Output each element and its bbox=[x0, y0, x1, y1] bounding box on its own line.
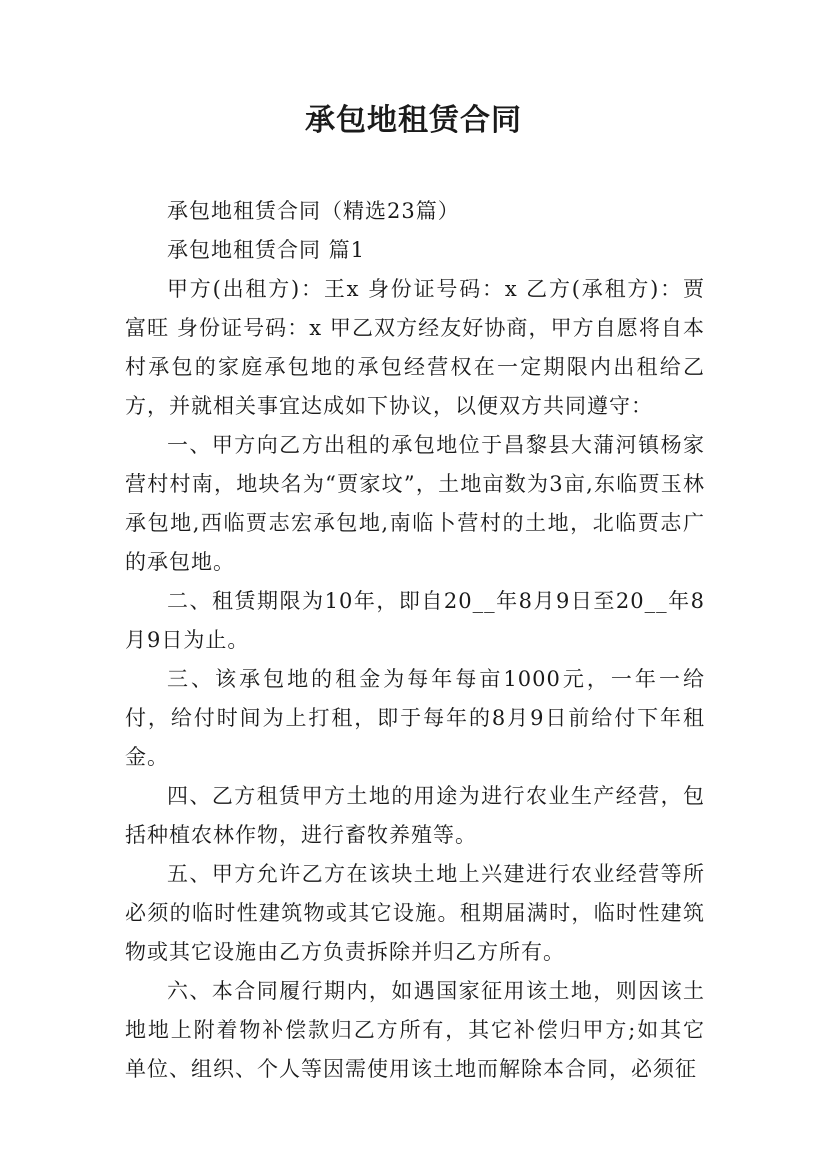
paragraph-clause-1: 一、甲方向乙方出租的承包地位于昌黎县大蒲河镇杨家营村村南，地块名为“贾家坟”，土地亩数为3亩,东临贾玉林承包地,西临贾志宏承包地,南临卜营村的土地，北临贾志广的承包地。 bbox=[125, 433, 705, 574]
document-body bbox=[125, 192, 705, 1089]
paragraph-clause-5: 五、甲方允许乙方在该块土地上兴建进行农业经营等所必须的临时性建筑物或其它设施。租期届满时，临时性建筑物或其它设施由乙方负责拆除并归乙方所有。 bbox=[125, 862, 705, 964]
section-heading: 承包地租赁合同 篇1 bbox=[167, 238, 366, 262]
paragraph-clause-6: 六、本合同履行期内，如遇国家征用该土地，则因该土地地上附着物补偿款归乙方所有，其它补偿归甲方;如其它单位、组织、个人等因需使用该土地而解除本合同，必须征 bbox=[125, 979, 705, 1081]
paragraph-parties: 甲方(出租方)：王x 身份证号码：x 乙方(承租方)：贾富旺 身份证号码：x 甲乙双方经友好协商，甲方自愿将自本村承包的家庭承包地的承包经营权在一定期限内出租给乙方，并就相关事宜达成如下协议，以便双方共同遵守： bbox=[125, 277, 705, 418]
document-subtitle: 承包地租赁合同（精选23篇） bbox=[167, 199, 460, 223]
document-title: 承包地租赁合同 bbox=[305, 103, 522, 138]
paragraph-clause-3: 三、该承包地的租金为每年每亩1000元，一年一给付，给付时间为上打租，即于每年的8月9日前给付下年租金。 bbox=[125, 667, 705, 769]
paragraph-clause-2: 二、租赁期限为10年，即自20__年8月9日至20__年8月9日为止。 bbox=[125, 589, 705, 652]
paragraph-clause-4: 四、乙方租赁甲方土地的用途为进行农业生产经营，包括种植农林作物，进行畜牧养殖等。 bbox=[125, 784, 705, 847]
